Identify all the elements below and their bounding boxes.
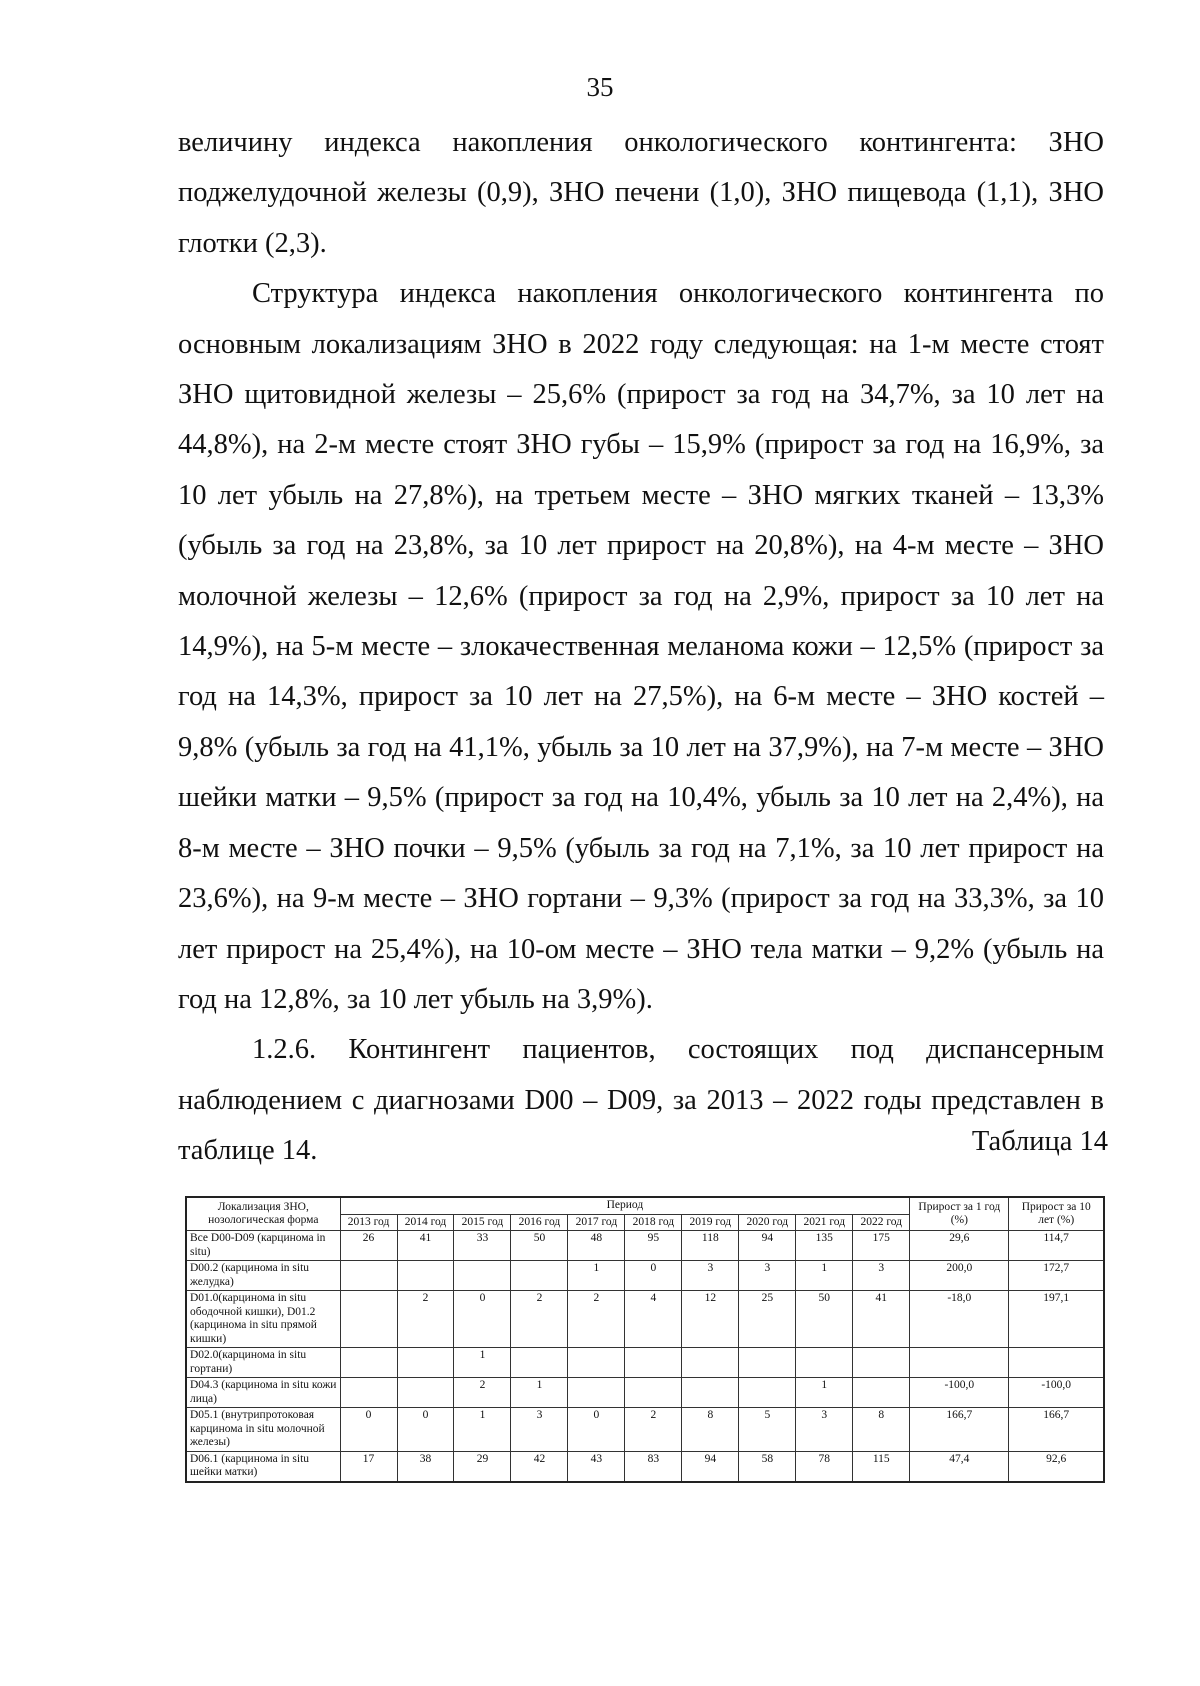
- row-label: D05.1 (внутрипротоковая карцинома in situ молочной железы): [186, 1408, 340, 1452]
- table-row: [186, 1291, 1104, 1348]
- year-value-cell: 0: [340, 1408, 397, 1452]
- year-value-cell: 115: [853, 1451, 910, 1482]
- year-value-cell: [397, 1261, 454, 1291]
- year-value-cell: 3: [511, 1408, 568, 1452]
- year-value-cell: 94: [682, 1451, 739, 1482]
- table-row: [186, 1261, 1104, 1291]
- table-body: [186, 1231, 1104, 1482]
- year-value-cell: 83: [625, 1451, 682, 1482]
- year-value-cell: 3: [682, 1261, 739, 1291]
- row-label: D01.0(карцинома in situ ободочной кишки), D01.2 (карцинома in situ прямой кишки): [186, 1291, 340, 1348]
- header-year: 2014 год: [397, 1214, 454, 1231]
- year-value-cell: 0: [625, 1261, 682, 1291]
- year-value-cell: 2: [568, 1291, 625, 1348]
- year-value-cell: [511, 1348, 568, 1378]
- header-year: 2017 год: [568, 1214, 625, 1231]
- row-label: D04.3 (карцинома in situ кожи лица): [186, 1378, 340, 1408]
- year-value-cell: [340, 1348, 397, 1378]
- year-value-cell: 5: [739, 1408, 796, 1452]
- paragraph: величину индекса накопления онкологического контингента: ЗНО поджелудочной железы (0,9), ЗНО печени (1,0), ЗНО пищевода (1,1), ЗНО глотки (2,3).: [178, 127, 1104, 259]
- year-value-cell: 2: [397, 1291, 454, 1348]
- header-year: 2016 год: [511, 1214, 568, 1231]
- year-value-cell: 118: [682, 1231, 739, 1261]
- year-value-cell: 17: [340, 1451, 397, 1482]
- year-value-cell: [853, 1378, 910, 1408]
- year-value-cell: 43: [568, 1451, 625, 1482]
- header-year: 2020 год: [739, 1214, 796, 1231]
- year-value-cell: 41: [397, 1231, 454, 1261]
- growth-10y-cell: 92,6: [1009, 1451, 1104, 1482]
- header-year: 2022 год: [853, 1214, 910, 1231]
- year-value-cell: 50: [511, 1231, 568, 1261]
- table-row: [186, 1378, 1104, 1408]
- year-value-cell: 95: [625, 1231, 682, 1261]
- year-value-cell: 1: [796, 1378, 853, 1408]
- year-value-cell: 41: [853, 1291, 910, 1348]
- table-row: [186, 1451, 1104, 1482]
- header-localization: Локализация ЗНО, нозологическая форма: [186, 1197, 340, 1231]
- year-value-cell: 135: [796, 1231, 853, 1261]
- header-period: Период: [340, 1197, 910, 1214]
- year-value-cell: 8: [682, 1408, 739, 1452]
- header-growth-1y: Прирост за 1 год (%): [910, 1197, 1009, 1231]
- year-value-cell: [853, 1348, 910, 1378]
- year-value-cell: [397, 1348, 454, 1378]
- year-value-cell: 175: [853, 1231, 910, 1261]
- header-year: 2015 год: [454, 1214, 511, 1231]
- table-row: [186, 1348, 1104, 1378]
- year-value-cell: [397, 1378, 454, 1408]
- year-value-cell: 8: [853, 1408, 910, 1452]
- table-row: [186, 1231, 1104, 1261]
- header-growth-10y: Прирост за 10 лет (%): [1009, 1197, 1104, 1231]
- year-value-cell: [682, 1348, 739, 1378]
- year-value-cell: 0: [397, 1408, 454, 1452]
- year-value-cell: 12: [682, 1291, 739, 1348]
- year-value-cell: 4: [625, 1291, 682, 1348]
- growth-10y-cell: 172,7: [1009, 1261, 1104, 1291]
- growth-1y-cell: -18,0: [910, 1291, 1009, 1348]
- year-value-cell: [682, 1378, 739, 1408]
- year-value-cell: 1: [796, 1261, 853, 1291]
- year-value-cell: [568, 1378, 625, 1408]
- year-value-cell: [739, 1348, 796, 1378]
- year-value-cell: [340, 1291, 397, 1348]
- year-value-cell: 33: [454, 1231, 511, 1261]
- year-value-cell: 2: [625, 1408, 682, 1452]
- growth-1y-cell: 166,7: [910, 1408, 1009, 1452]
- growth-10y-cell: 114,7: [1009, 1231, 1104, 1261]
- table-row: [186, 1408, 1104, 1452]
- year-value-cell: 3: [853, 1261, 910, 1291]
- growth-1y-cell: 200,0: [910, 1261, 1009, 1291]
- year-value-cell: [340, 1261, 397, 1291]
- growth-10y-cell: -100,0: [1009, 1378, 1104, 1408]
- year-value-cell: 94: [739, 1231, 796, 1261]
- growth-10y-cell: 197,1: [1009, 1291, 1104, 1348]
- year-value-cell: 78: [796, 1451, 853, 1482]
- row-label: Все D00-D09 (карцинома in situ): [186, 1231, 340, 1261]
- year-value-cell: 2: [454, 1378, 511, 1408]
- header-year: 2018 год: [625, 1214, 682, 1231]
- year-value-cell: 1: [511, 1378, 568, 1408]
- row-label: D06.1 (карцинома in situ шейки матки): [186, 1451, 340, 1482]
- paragraph: 1.2.6. Контингент пациентов, состоящих под диспансерным наблюдением с диагнозами D00 – D09, за 2013 – 2022 годы представлен в таблице 14.: [178, 1034, 1104, 1167]
- year-value-cell: 29: [454, 1451, 511, 1482]
- page-number: 35: [586, 72, 614, 102]
- year-value-cell: 26: [340, 1231, 397, 1261]
- year-value-cell: [796, 1348, 853, 1378]
- header-year: 2021 год: [796, 1214, 853, 1231]
- growth-1y-cell: 47,4: [910, 1451, 1009, 1482]
- year-value-cell: 1: [568, 1261, 625, 1291]
- year-value-cell: [739, 1378, 796, 1408]
- row-label: D00.2 (карцинома in situ желудка): [186, 1261, 340, 1291]
- growth-1y-cell: [910, 1348, 1009, 1378]
- growth-1y-cell: -100,0: [910, 1378, 1009, 1408]
- growth-10y-cell: [1009, 1348, 1104, 1378]
- year-value-cell: 48: [568, 1231, 625, 1261]
- growth-10y-cell: 166,7: [1009, 1408, 1104, 1452]
- header-year: 2013 год: [340, 1214, 397, 1231]
- year-value-cell: [340, 1378, 397, 1408]
- year-value-cell: [454, 1261, 511, 1291]
- year-value-cell: [511, 1261, 568, 1291]
- year-value-cell: 1: [454, 1348, 511, 1378]
- paragraph: Структура индекса накопления онкологического контингента по основным локализациям ЗНО в 2022 году следующая: на 1-м месте стоят ЗНО щитовидной железы – 25,6% (прирост за год на 34,7%, за 10 лет на 44,8%), на 2-м месте стоят ЗНО губы – 15,9% (прирост за год на 16,9%, за 10 лет убыль на 27,8%), на третьем месте – ЗНО мягких тканей – 13,3% (убыль за год на 23,8%, за 10 лет прирост на 20,8%), на 4-м месте – ЗНО молочной железы – 12,6% (прирост за год на 2,9%, прирост за 10 лет на 14,9%), на 5-м месте – злокачественная меланома кожи – 12,5% (прирост за год на 14,3%, прирост за 10 лет на 27,5%), на 6-м месте – ЗНО костей – 9,8% (убыль за год на 41,1%, убыль за 10 лет на 37,9%), на 7-м месте – ЗНО шейки матки – 9,5% (прирост за год на 10,4%, убыль за 10 лет на 2,4%), на 8-м месте – ЗНО почки – 9,5% (убыль за год на 7,1%, за 10 лет прирост на 23,6%), на 9-м месте – ЗНО гортани – 9,3% (прирост за год на 33,3%, за 10 лет прирост на 25,4%), на 10-ом месте – ЗНО тела матки – 9,2% (убыль на год на 12,8%, за 10 лет убыль на 3,9%).: [178, 278, 1104, 1015]
- year-value-cell: 3: [739, 1261, 796, 1291]
- year-value-cell: 58: [739, 1451, 796, 1482]
- growth-1y-cell: 29,6: [910, 1231, 1009, 1261]
- year-value-cell: 25: [739, 1291, 796, 1348]
- year-value-cell: 50: [796, 1291, 853, 1348]
- row-label: D02.0(карцинома in situ гортани): [186, 1348, 340, 1378]
- year-value-cell: 38: [397, 1451, 454, 1482]
- year-value-cell: 42: [511, 1451, 568, 1482]
- year-value-cell: 2: [511, 1291, 568, 1348]
- body-text: [178, 118, 1104, 1177]
- year-value-cell: [568, 1348, 625, 1378]
- year-value-cell: 0: [454, 1291, 511, 1348]
- year-value-cell: [625, 1348, 682, 1378]
- data-table: [185, 1196, 1105, 1483]
- header-year: 2019 год: [682, 1214, 739, 1231]
- year-value-cell: 3: [796, 1408, 853, 1452]
- year-value-cell: 0: [568, 1408, 625, 1452]
- year-value-cell: 1: [454, 1408, 511, 1452]
- table-caption: Таблица 14: [971, 1126, 1108, 1157]
- year-value-cell: [625, 1378, 682, 1408]
